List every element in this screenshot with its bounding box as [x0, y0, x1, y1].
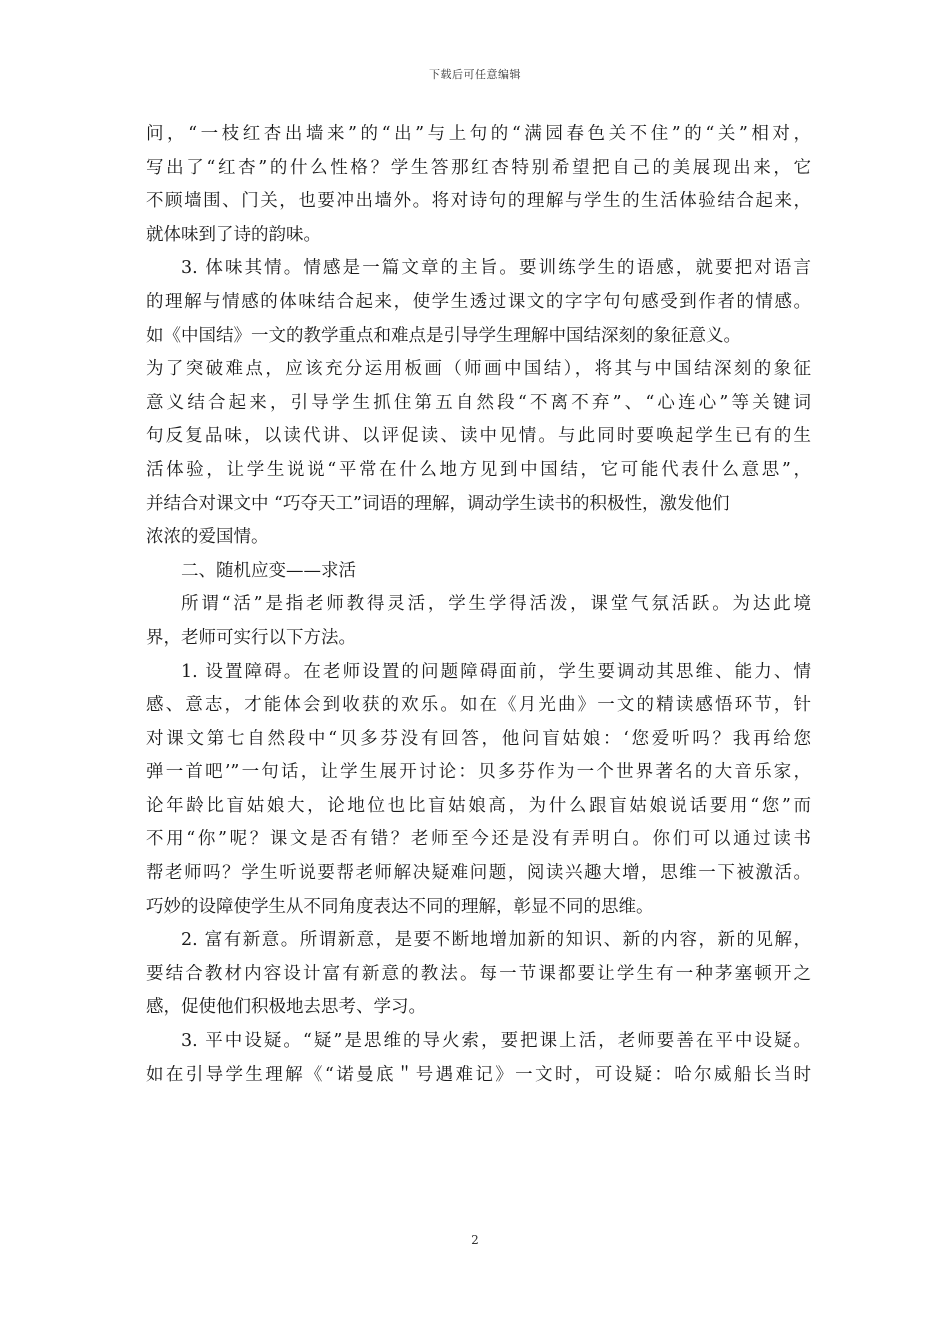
text-line: 要结合教材内容设计富有新意的教法。每一节课都要让学生有一种茅塞顿开之 [146, 963, 811, 984]
text-line: 界，老师可实行以下方法。 [146, 627, 356, 648]
text-line: 写出了“红杏”的什么性格？学生答那红杏特别希望把自己的美展现出来，它 [146, 157, 811, 178]
text-line: 不顾墙围、门关，也要冲出墙外。将对诗句的理解与学生的生活体验结合起来， [146, 191, 811, 212]
text-line: 问，“一枝红杏出墙来”的“出”与上句的“满园春色关不住”的“关”相对， [146, 124, 811, 144]
text-line: 感、意志，才能体会到收获的欢乐。如在《月光曲》一文的精读感悟环节，针 [146, 695, 811, 716]
text-line: 如在引导学生理解《“诺曼底＂号遇难记》一文时，可设疑：哈尔威船长当时 [146, 1064, 811, 1085]
text-line: 就体味到了诗的韵味。 [146, 224, 321, 245]
text-line: 巧妙的设障使学生从不同角度表达不同的理解，彰显不同的思维。 [146, 896, 654, 917]
text-line: 弹一首吧’”一句话，让学生展开讨论：贝多芬作为一个世界著名的大音乐家， [146, 762, 811, 783]
text-line: 感，促使他们积极地去思考、学习。 [146, 997, 426, 1018]
text-line: 活体验，让学生说说“平常在什么地方见到中国结，它可能代表什么意思”， [146, 459, 811, 480]
text-line: 并结合对课文中 “巧夺天工”词语的理解，调动学生读书的积极性，激发他们 [146, 493, 730, 514]
text-line: 句反复品味，以读代讲、以评促读、读中见情。与此同时要唤起学生已有的生 [146, 426, 811, 447]
document-body [146, 118, 811, 1092]
text-line: 二、随机应变——求活 [181, 560, 356, 581]
text-line: 3. 平中设疑。“疑”是思维的导火索，要把课上活，老师要善在平中设疑。 [181, 1031, 811, 1052]
page-header: 下载后可任意编辑 [429, 68, 521, 81]
page-number: 2 [471, 1233, 479, 1247]
text-line: 2. 富有新意。所谓新意，是要不断地增加新的知识、新的内容，新的见解， [181, 930, 811, 951]
text-line: 如《中国结》一文的教学重点和难点是引导学生理解中国结深刻的象征意义。 [146, 325, 741, 346]
text-line: 的理解与情感的体味结合起来，使学生透过课文的字字句句感受到作者的情感。 [146, 291, 811, 312]
text-line: 为了突破难点，应该充分运用板画（师画中国结），将其与中国结深刻的象征 [146, 359, 811, 380]
text-line: 论年龄比盲姑娘大，论地位也比盲姑娘高，为什么跟盲姑娘说话要用“您”而 [146, 795, 811, 816]
text-line: 不用“你”呢？课文是否有错？老师至今还是没有弄明白。你们可以通过读书 [146, 829, 811, 850]
text-line: 所谓“活”是指老师教得灵活，学生学得活泼，课堂气氛活跃。为达此境 [181, 594, 811, 615]
text-line: 1. 设置障碍。在老师设置的问题障碍面前，学生要调动其思维、能力、情 [181, 661, 811, 682]
text-line: 对课文第七自然段中“贝多芬没有回答，他问盲姑娘：‘您爱听吗？我再给您 [146, 728, 811, 749]
text-line: 3. 体味其情。情感是一篇文章的主旨。要训练学生的语感，就要把对语言 [181, 258, 811, 279]
text-line: 意义结合起来，引导学生抓住第五自然段“不离不弃”、“心连心”等关键词 [146, 392, 811, 413]
text-line: 浓浓的爱国情。 [146, 527, 269, 548]
text-line: 帮老师吗？学生听说要帮老师解决疑难问题，阅读兴趣大增，思维一下被激活。 [146, 863, 811, 884]
